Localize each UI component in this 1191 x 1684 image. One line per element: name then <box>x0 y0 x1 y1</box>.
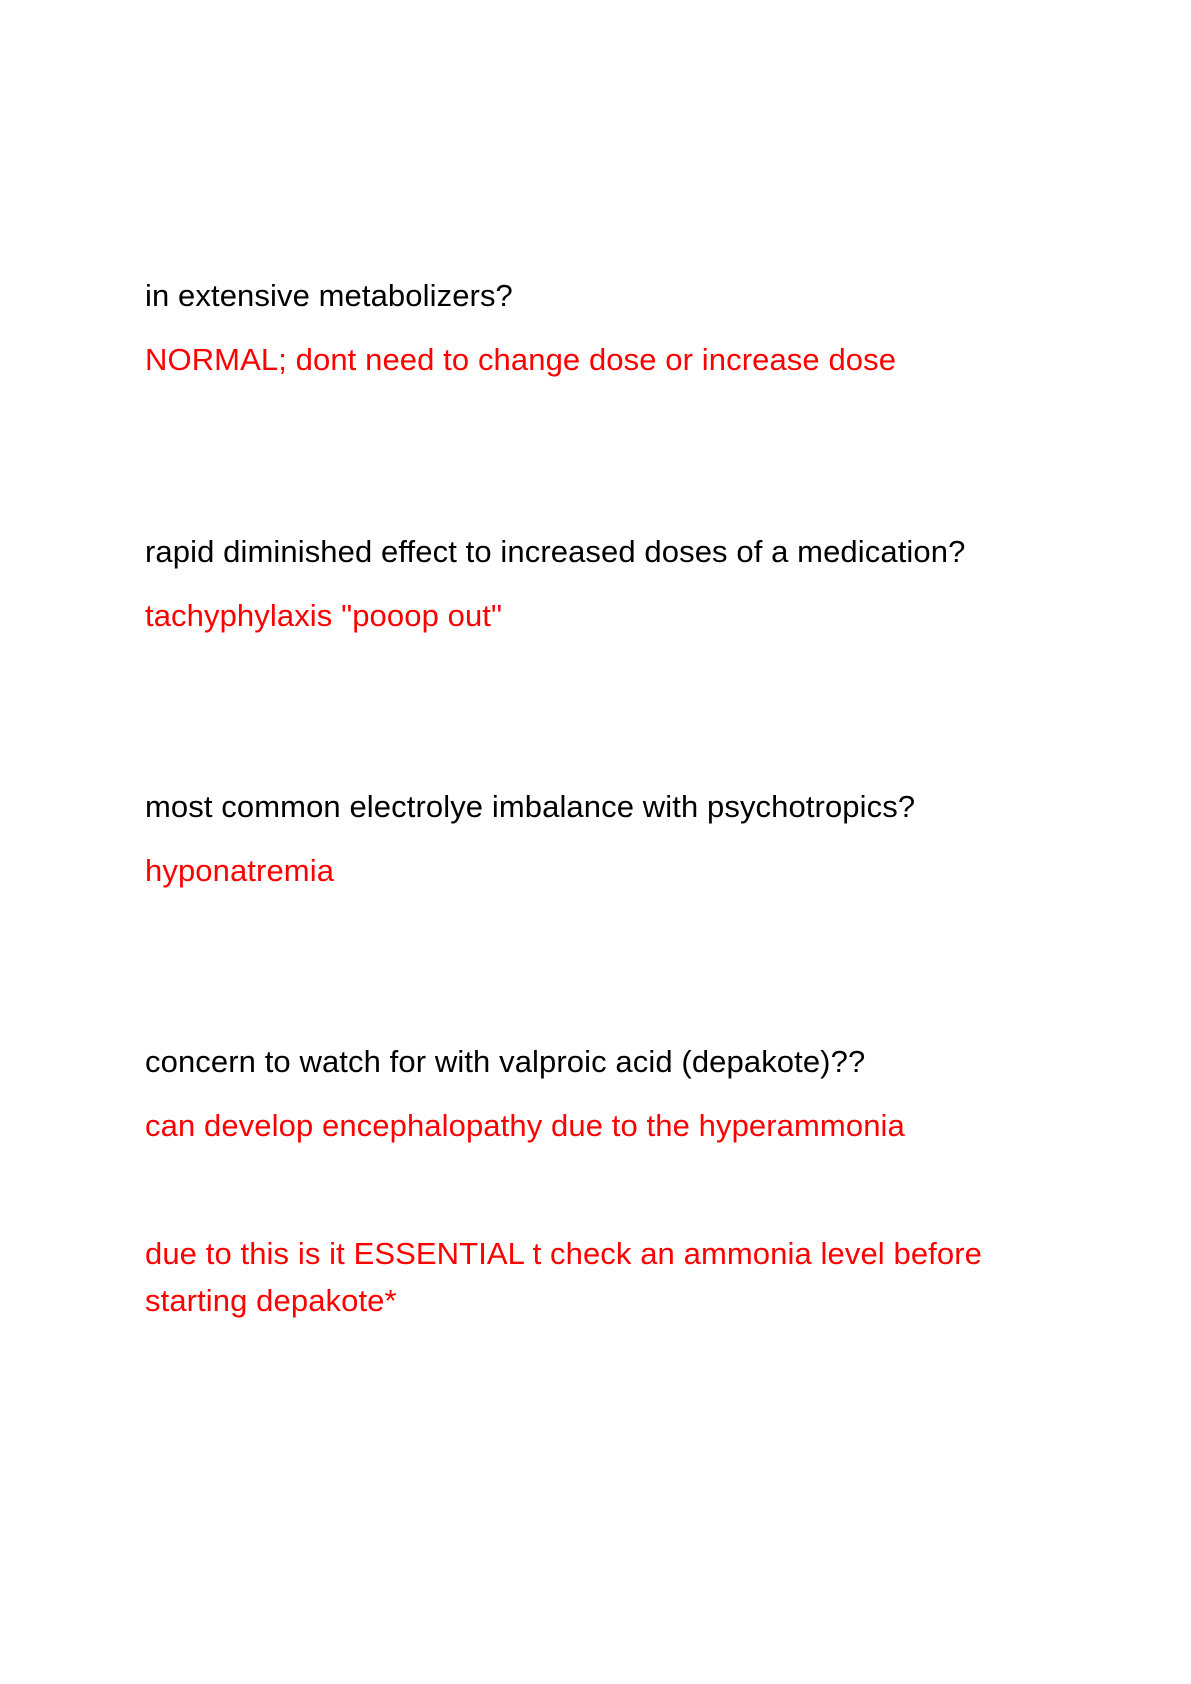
question-3: most common electrolye imbalance with psychotropics? <box>145 789 916 824</box>
answer-1: NORMAL; dont need to change dose or increase dose <box>145 342 897 377</box>
answer-2: tachyphylaxis "pooop out" <box>145 598 503 633</box>
answer-4: can develop encephalopathy due to the hyperammonia <box>145 1108 905 1143</box>
answer-4-note-line-1: due to this is it ESSENTIAL t check an ammonia level before <box>145 1236 982 1271</box>
question-1: in extensive metabolizers? <box>145 278 513 313</box>
answer-4-note-line-2: starting depakote* <box>145 1283 397 1318</box>
question-4: concern to watch for with valproic acid (depakote)?? <box>145 1044 866 1079</box>
question-2: rapid diminished effect to increased doses of a medication? <box>145 534 966 569</box>
answer-3: hyponatremia <box>145 853 335 888</box>
